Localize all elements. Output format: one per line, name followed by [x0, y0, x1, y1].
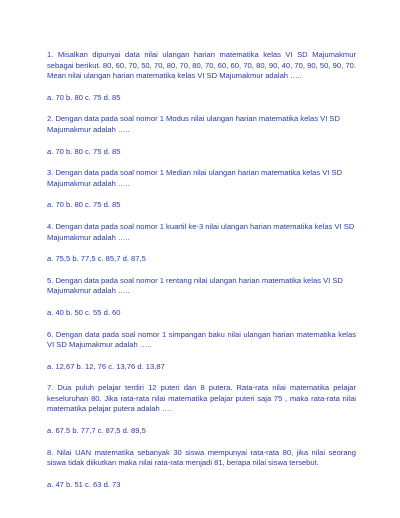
options-3: a. 70 b. 80 c. 75 d. 85	[47, 200, 121, 210]
question-4: 4. Dengan data pada soal nomor 1 kuartil ke-3 nilai ulangan harian matematika kelas VI SD Majumakmur adalah …..	[47, 221, 355, 242]
options-1: a. 70 b. 80 c. 75 d. 85	[47, 92, 121, 102]
question-8: 8. Nilai UAN matematika sebanyak 30 siswa mempunyai rata-rata 80, jika nilai seorang siswa tidak diikutkan maka nilai rata-rata menjadi 81, berapa nilai siswa tersebut.	[47, 447, 356, 468]
options-2: a. 70 b. 80 c. 75 d. 85	[47, 146, 121, 156]
options-6: a. 12,67 b. 12, 76 c. 13,76 d. 13,87	[47, 361, 165, 371]
options-7: a. 67.5 b. 77,7 c. 87,5 d. 89,5	[47, 426, 146, 436]
question-3: 3. Dengan data pada soal nomor 1 Median nilai ulangan harian matematika kelas VI SD Majumakmur adalah …..	[47, 168, 343, 188]
question-6: 6. Dengan data pada soal nomor 1 simpangan baku nilai ulangan harian matematika kelas VI SD Majumakmur adalah …..	[47, 329, 356, 350]
options-5: a. 40 b. 50 c. 55 d. 60	[47, 307, 121, 317]
options-8: a. 47 b. 51 c. 63 d. 73	[47, 479, 121, 489]
options-4: a. 75,5 b. 77,5 c. 85,7 d. 87,5	[47, 254, 146, 264]
question-2: 2. Dengan data pada soal nomor 1 Modus nilai ulangan harian matematika kelas VI SD Majumakmur adalah …..	[47, 114, 340, 134]
question-5: 5. Dengan data pada soal nomor 1 rentang nilai ulangan harian matematika kelas VI SD Majumakmur adalah …..	[47, 275, 343, 296]
question-7: 7. Dua puluh pelajar terdiri 12 puteri dan 8 putera. Rata-rata nilai matematika pelajar keseluruhan 80. Jika rata-rata nilai matematika pelajar puteri saja 75 , maka rata-rata nilai matematika pelajar putera adalah ….	[47, 383, 356, 414]
question-1: 1. Misalkan dipunyai data nilai ulangan harian matematika kelas VI SD Majumakmur sebagai berikut. 80, 60, 70, 50, 70, 80, 70, 80, 70, 60, 60, 70, 80, 90, 40, 70, 90, 50, 90, 70. Mean nilai ulangan harian matematika kelas VI SD Majumakmur adalah …..	[47, 50, 356, 81]
